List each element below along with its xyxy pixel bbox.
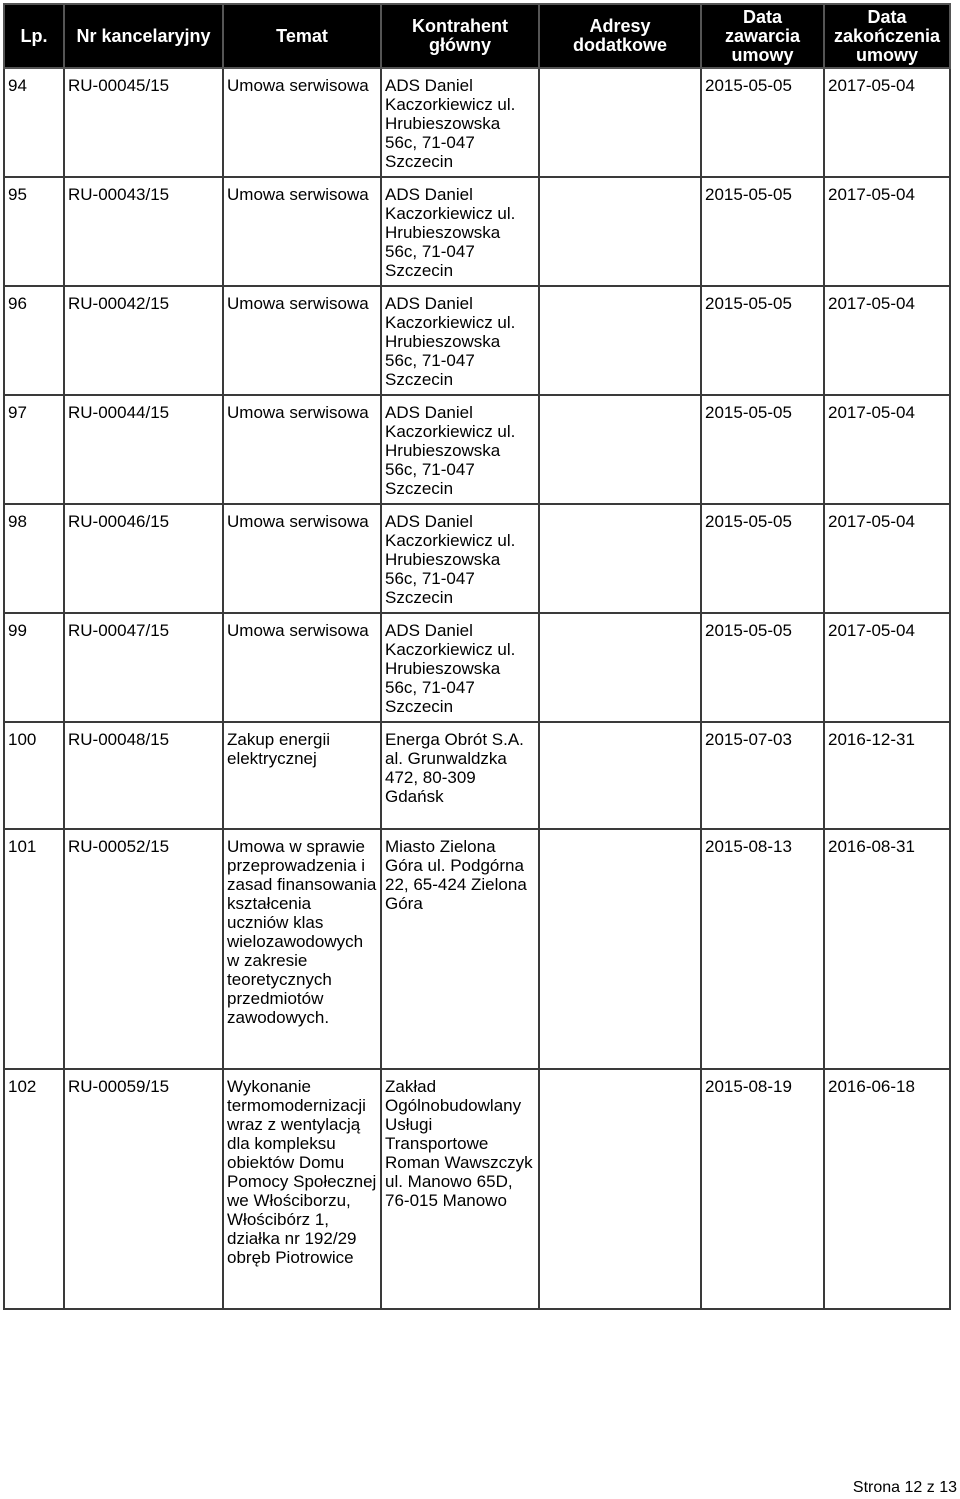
col-header-data-zawarcia: Data zawarcia umowy	[701, 4, 824, 68]
cell-lp: 99	[4, 613, 64, 722]
cell-temat: Umowa serwisowa	[223, 177, 381, 286]
cell-data-zakonczenia: 2017-05-04	[824, 613, 950, 722]
cell-data-zawarcia: 2015-05-05	[701, 286, 824, 395]
cell-temat: Umowa serwisowa	[223, 286, 381, 395]
cell-data-zawarcia: 2015-05-05	[701, 395, 824, 504]
table-row	[4, 286, 950, 395]
cell-data-zawarcia: 2015-05-05	[701, 68, 824, 177]
cell-lp: 98	[4, 504, 64, 613]
cell-nr: RU-00044/15	[64, 395, 223, 504]
cell-temat: Umowa w sprawie przeprowadzenia i zasad finansowania kształcenia uczniów klas wielozawodowych w zakresie teoretycznych przedmiotów zawodowych.	[223, 829, 381, 1069]
cell-data-zakonczenia: 2016-06-18	[824, 1069, 950, 1309]
table-row	[4, 829, 950, 1069]
col-header-nr: Nr kancelaryjny	[64, 4, 223, 68]
cell-lp: 97	[4, 395, 64, 504]
table-row	[4, 504, 950, 613]
table-row	[4, 395, 950, 504]
cell-adresy	[539, 1069, 701, 1309]
table-row	[4, 177, 950, 286]
cell-temat: Umowa serwisowa	[223, 504, 381, 613]
cell-lp: 100	[4, 722, 64, 829]
cell-data-zawarcia: 2015-05-05	[701, 504, 824, 613]
cell-adresy	[539, 177, 701, 286]
cell-data-zawarcia: 2015-05-05	[701, 177, 824, 286]
table-row	[4, 722, 950, 829]
cell-adresy	[539, 504, 701, 613]
cell-kontrahent: Miasto Zielona Góra ul. Podgórna 22, 65-424 Zielona Góra	[381, 829, 539, 1069]
cell-data-zawarcia: 2015-05-05	[701, 613, 824, 722]
cell-lp: 102	[4, 1069, 64, 1309]
cell-adresy	[539, 68, 701, 177]
cell-data-zawarcia: 2015-07-03	[701, 722, 824, 829]
cell-temat: Umowa serwisowa	[223, 395, 381, 504]
cell-temat: Wykonanie termomodernizacji wraz z wentylacją dla kompleksu obiektów Domu Pomocy Społecznej we Włościborzu, Włościbórz 1, działka nr 192/29 obręb Piotrowice	[223, 1069, 381, 1309]
cell-nr: RU-00059/15	[64, 1069, 223, 1309]
cell-lp: 94	[4, 68, 64, 177]
cell-data-zakonczenia: 2017-05-04	[824, 286, 950, 395]
cell-nr: RU-00046/15	[64, 504, 223, 613]
cell-adresy	[539, 722, 701, 829]
cell-nr: RU-00045/15	[64, 68, 223, 177]
cell-kontrahent: ADS Daniel Kaczorkiewicz ul. Hrubieszowska 56c, 71-047 Szczecin	[381, 68, 539, 177]
cell-adresy	[539, 395, 701, 504]
cell-kontrahent: Zakład Ogólnobudowlany Usługi Transportowe Roman Wawszczyk ul. Manowo 65D, 76-015 Manowo	[381, 1069, 539, 1309]
cell-lp: 101	[4, 829, 64, 1069]
cell-nr: RU-00052/15	[64, 829, 223, 1069]
cell-kontrahent: Energa Obrót S.A. al. Grunwaldzka 472, 80-309 Gdańsk	[381, 722, 539, 829]
cell-lp: 96	[4, 286, 64, 395]
cell-adresy	[539, 829, 701, 1069]
cell-data-zakonczenia: 2017-05-04	[824, 504, 950, 613]
cell-data-zakonczenia: 2017-05-04	[824, 177, 950, 286]
cell-data-zawarcia: 2015-08-19	[701, 1069, 824, 1309]
col-header-kontrahent: Kontrahent główny	[381, 4, 539, 68]
cell-kontrahent: ADS Daniel Kaczorkiewicz ul. Hrubieszowska 56c, 71-047 Szczecin	[381, 177, 539, 286]
cell-lp: 95	[4, 177, 64, 286]
col-header-temat: Temat	[223, 4, 381, 68]
cell-nr: RU-00047/15	[64, 613, 223, 722]
cell-data-zakonczenia: 2017-05-04	[824, 395, 950, 504]
cell-data-zawarcia: 2015-08-13	[701, 829, 824, 1069]
contracts-table	[3, 3, 951, 1310]
cell-kontrahent: ADS Daniel Kaczorkiewicz ul. Hrubieszowska 56c, 71-047 Szczecin	[381, 286, 539, 395]
cell-adresy	[539, 286, 701, 395]
cell-nr: RU-00042/15	[64, 286, 223, 395]
cell-kontrahent: ADS Daniel Kaczorkiewicz ul. Hrubieszowska 56c, 71-047 Szczecin	[381, 395, 539, 504]
cell-temat: Zakup energii elektrycznej	[223, 722, 381, 829]
cell-adresy	[539, 613, 701, 722]
col-header-lp: Lp.	[4, 4, 64, 68]
cell-nr: RU-00043/15	[64, 177, 223, 286]
cell-temat: Umowa serwisowa	[223, 68, 381, 177]
cell-data-zakonczenia: 2016-08-31	[824, 829, 950, 1069]
col-header-adresy: Adresy dodatkowe	[539, 4, 701, 68]
cell-data-zakonczenia: 2016-12-31	[824, 722, 950, 829]
cell-data-zakonczenia: 2017-05-04	[824, 68, 950, 177]
cell-nr: RU-00048/15	[64, 722, 223, 829]
page-number: Strona 12 z 13	[852, 1479, 957, 1496]
table-row	[4, 1069, 950, 1309]
cell-temat: Umowa serwisowa	[223, 613, 381, 722]
table-row	[4, 613, 950, 722]
header-row	[4, 4, 950, 68]
table-row	[4, 68, 950, 177]
cell-kontrahent: ADS Daniel Kaczorkiewicz ul. Hrubieszowska 56c, 71-047 Szczecin	[381, 613, 539, 722]
col-header-data-zakonczenia: Data zakończenia umowy	[824, 4, 950, 68]
cell-kontrahent: ADS Daniel Kaczorkiewicz ul. Hrubieszowska 56c, 71-047 Szczecin	[381, 504, 539, 613]
